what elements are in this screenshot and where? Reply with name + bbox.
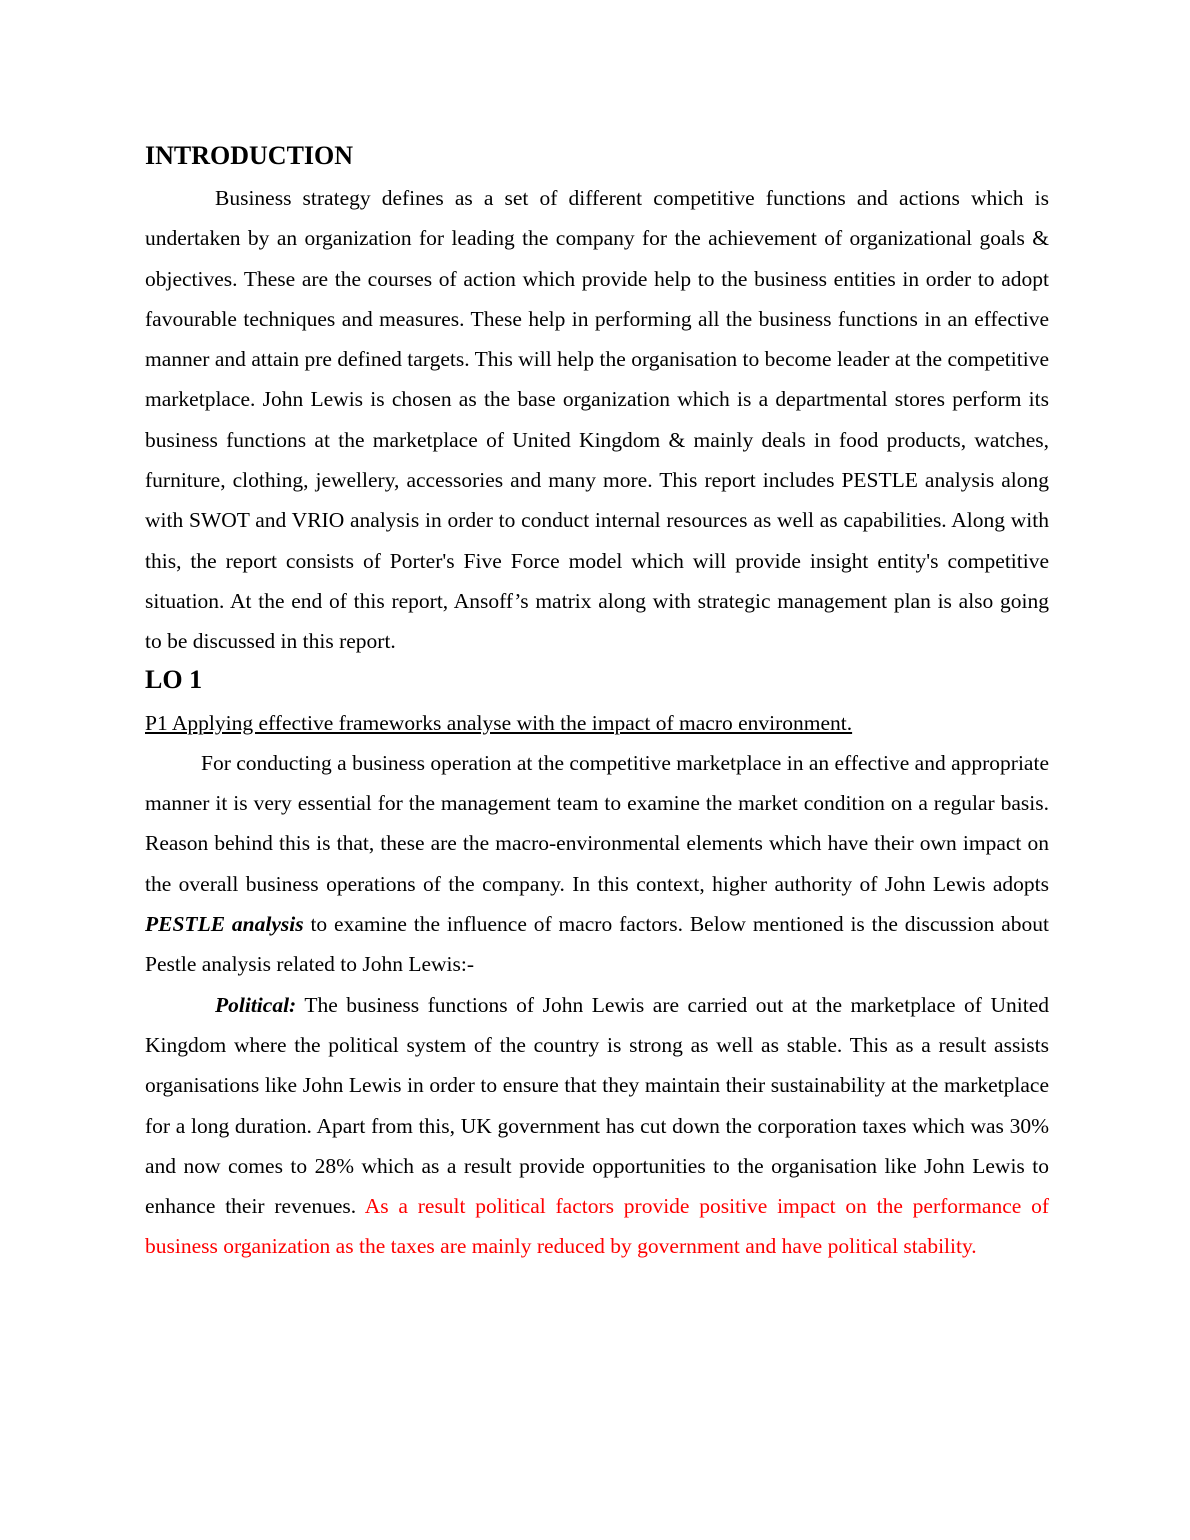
lo1-heading: LO 1 xyxy=(145,664,203,694)
pestle-intro-paragraph xyxy=(145,743,1049,985)
introduction-paragraph: Business strategy defines as a set of different competitive functions and actions which is undertaken by an organization for leading the company for the achievement of organizational goals & objectives. These are the courses of action which provide help to the business entities in order to adopt favourable techniques and measures. These help in performing all the business functions in an effective manner and attain pre defined targets. This will help the organisation to become leader at the competitive marketplace. John Lewis is chosen as the base organization which is a departmental stores perform its business functions at the marketplace of United Kingdom & mainly deals in food products, watches, furniture, clothing, jewellery, accessories and many more. This report includes PESTLE analysis along with SWOT and VRIO analysis in order to conduct internal resources as well as capabilities. Along with this, the report consists of Porter's Five Force model which will provide insight entity's competitive situation. At the end of this report, Ansoff’s matrix along with strategic management plan is also going to be discussed in this report. xyxy=(145,186,1049,654)
political-paragraph xyxy=(145,985,1049,1267)
lo1-subtitle: P1 Applying effective frameworks analyse with the impact of macro environment. xyxy=(145,710,853,735)
political-highlight: As a result political factors provide positive impact on the performance of business organization as the taxes are mainly reduced by government and have political stability. xyxy=(145,1194,1049,1259)
document-page xyxy=(145,138,1049,1267)
pestle-analysis-emphasis: PESTLE analysis xyxy=(145,912,304,937)
pestle-intro-text: For conducting a business operation at the competitive marketplace in an effective and appropriate manner it is very essential for the management team to examine the market condition on a regular basis. Reason behind this is that, these are the macro-environmental elements which have their own impact on the overall business operations of the company. In this context, higher authority of John Lewis adopts xyxy=(145,750,1049,896)
political-text: The business functions of John Lewis are carried out at the marketplace of United Kingdom where the political system of the country is strong as well as stable. This as a result assists organisations like John Lewis in order to ensure that they maintain their sustainability at the marketplace for a long duration. Apart from this, UK government has cut down the corporation taxes which was 30% and now comes to 28% which as a result provide opportunities to the organisation like John Lewis to enhance their revenues. xyxy=(145,992,1049,1219)
political-label: Political: xyxy=(215,992,297,1017)
pestle-intro-text-end: to examine the influence of macro factors. Below mentioned is the discussion about Pestle analysis related to John Lewis:- xyxy=(145,912,1050,977)
introduction-heading: INTRODUCTION xyxy=(145,141,354,170)
